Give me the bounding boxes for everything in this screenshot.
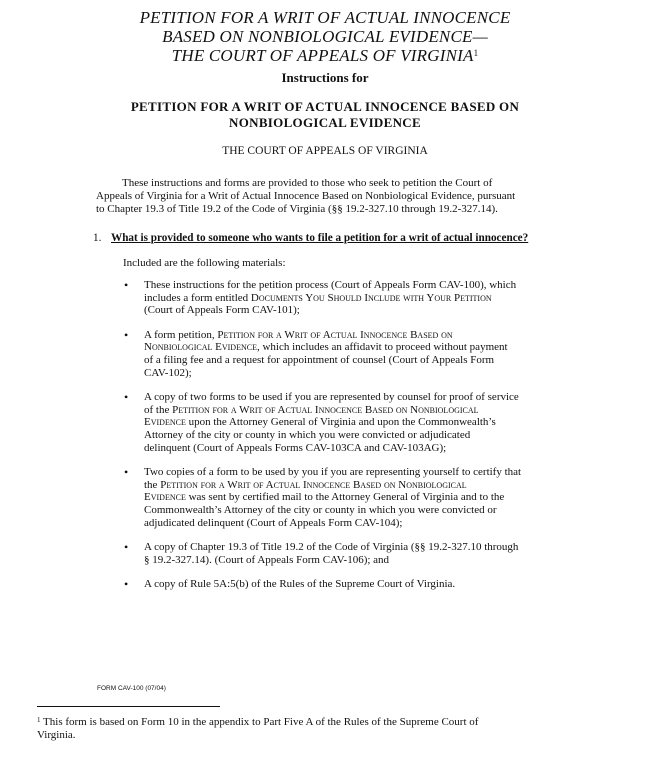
question-1-text: What is provided to someone who wants to file a petition for a writ of actual innocence?	[111, 232, 529, 244]
item-4-form-name-b: Evidence	[144, 491, 186, 504]
title-line-1: PETITION FOR A WRIT OF ACTUAL INNOCENCE	[139, 8, 511, 27]
intro-line-2: Appeals of Virginia for a Writ of Actual Innocence Based on Nonbiological Evidence, pursuant	[96, 190, 516, 202]
footnote-line-1	[37, 716, 557, 729]
item-4-line-5: adjudicated delinquent (Court of Appeals Form CAV-104);	[144, 516, 403, 529]
question-1	[93, 232, 553, 244]
main-title-line-1: PETITION FOR A WRIT OF ACTUAL INNOCENCE BASED ON	[130, 99, 520, 114]
instructions-for-heading: Instructions for	[281, 70, 369, 85]
item-3-line-5: delinquent (Court of Appeals Forms CAV-103CA and CAV-103AG);	[144, 441, 447, 454]
item-4-form-name-a: Petition for a Writ of Actual Innocence Based on Nonbiological	[160, 478, 467, 491]
main-title-line-2: NONBIOLOGICAL EVIDENCE	[229, 115, 421, 130]
item-6-line-1: A copy of Rule 5A:5(b) of the Rules of the Supreme Court of Virginia.	[144, 578, 456, 591]
item-4-line-3-text: was sent by certified mail to the Attorney General of Virginia and to the	[185, 491, 505, 504]
form-number: FORM CAV-100 (07/04)	[97, 685, 166, 692]
list-item	[120, 391, 530, 454]
item-4-line-2	[144, 479, 530, 492]
item-3-line-3	[144, 416, 530, 429]
footnote-line-1-text: This form is based on Form 10 in the appendix to Part Five A of the Rules of the Supreme Court of	[40, 716, 479, 728]
item-2-line-2	[144, 341, 530, 354]
bullet-icon: •	[124, 327, 129, 342]
item-3-form-name-a: Petition for a Writ of Actual Innocence Based on Nonbiological	[172, 403, 479, 416]
main-title	[0, 99, 650, 131]
intro-line-3: to Chapter 19.3 of Title 19.2 of the Code of Virginia (§§ 19.2-327.10 through 19.2-327.14).	[96, 203, 498, 215]
footnote	[37, 716, 557, 742]
title-line-2: BASED ON NONBIOLOGICAL EVIDENCE—	[162, 27, 488, 46]
item-3-line-3-text: upon the Attorney General of Virginia and upon the Commonwealth’s	[185, 416, 496, 429]
document-title	[0, 8, 650, 65]
list-item	[120, 578, 530, 591]
item-2-line-4: CAV-102);	[144, 366, 192, 379]
item-1-line-3: (Court of Appeals Form CAV-101);	[144, 304, 300, 317]
included-intro: Included are the following materials:	[123, 257, 286, 269]
intro-paragraph	[96, 177, 536, 216]
list-item	[120, 466, 530, 529]
list-item	[120, 279, 530, 317]
item-2-form-name-a: Petition for a Writ of Actual Innocence Based on	[217, 328, 453, 341]
item-5-line-2: § 19.2-327.14). (Court of Appeals Form CAV-106); and	[144, 553, 390, 566]
item-2-line-3: of a filing fee and a request for appointment of counsel (Court of Appeals Form	[144, 353, 495, 366]
footnote-reference: 1	[473, 48, 479, 58]
item-4-line-2-text: the	[144, 478, 161, 491]
item-2-form-name-b: Nonbiological Evidence	[144, 341, 257, 354]
item-1-line-2	[144, 292, 530, 305]
intro-line-1: These instructions and forms are provided to those who seek to petition the Court of	[122, 177, 493, 189]
item-3-line-4: Attorney of the city or county in which you were convicted or adjudicated	[144, 428, 471, 441]
item-3-line-1: A copy of two forms to be used if you are represented by counsel for proof of service	[144, 391, 519, 404]
title-line-3	[0, 46, 650, 65]
list-item	[120, 541, 530, 566]
item-1-line-2-text: includes a form entitled	[144, 291, 251, 304]
item-1-line-1: These instructions for the petition process (Court of Appeals Form CAV-100), which	[144, 279, 517, 291]
item-5-line-1: A copy of Chapter 19.3 of Title 19.2 of the Code of Virginia (§§ 19.2-327.10 through	[144, 541, 519, 554]
item-3-form-name-b: Evidence	[144, 416, 186, 429]
footnote-divider	[37, 706, 220, 707]
item-3-line-2	[144, 404, 530, 417]
item-2-line-1-text: A form petition,	[144, 328, 218, 341]
item-4-line-3	[144, 491, 530, 504]
list-item	[120, 329, 530, 379]
bullet-icon: •	[124, 540, 129, 555]
item-2-line-2-text: , which includes an affidavit to proceed without payment	[256, 341, 508, 354]
title-line-3-text: THE COURT OF APPEALS OF VIRGINIA	[171, 46, 474, 65]
materials-list	[120, 279, 530, 603]
bullet-icon: •	[124, 278, 129, 292]
court-name: THE COURT OF APPEALS OF VIRGINIA	[222, 145, 428, 157]
item-1-form-name: Documents You Should Include with Your Petition	[250, 291, 492, 304]
item-3-line-2-text: of the	[144, 403, 173, 416]
item-4-line-1: Two copies of a form to be used by you if you are representing yourself to certify that	[144, 466, 522, 479]
question-1-number: 1.	[93, 232, 102, 244]
footnote-marker: 1	[37, 716, 41, 724]
bullet-icon: •	[124, 465, 129, 480]
bullet-icon: •	[124, 390, 129, 405]
item-4-line-4: Commonwealth’s Attorney of the city or county in which you were convicted or	[144, 503, 497, 516]
footnote-line-2: Virginia.	[37, 729, 76, 741]
bullet-icon: •	[124, 577, 129, 592]
item-2-line-1	[144, 329, 530, 342]
